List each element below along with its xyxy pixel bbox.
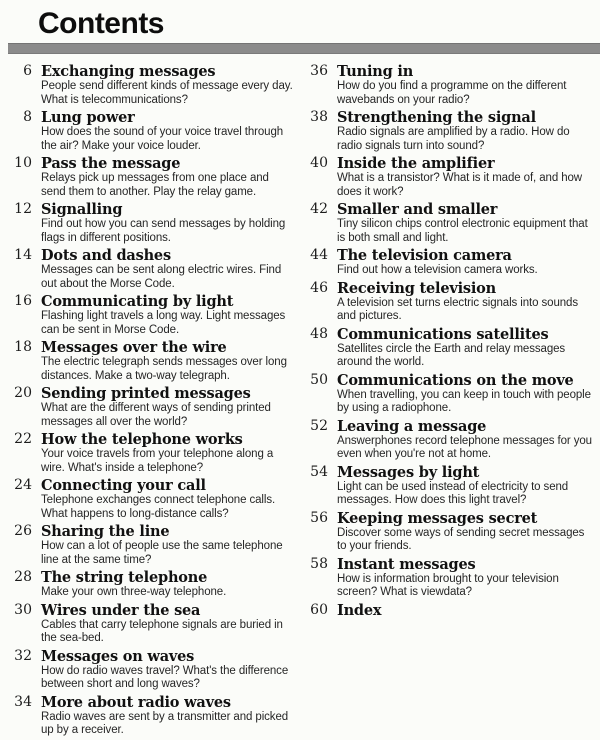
entry-page-number: 36 [310, 63, 328, 79]
entry-title: More about radio waves [41, 693, 231, 711]
entry-title: The television camera [337, 247, 512, 264]
entry-title: Sharing the line [41, 523, 170, 540]
entry-title: Leaving a message [337, 417, 487, 435]
entry-page-number: 50 [310, 371, 328, 388]
entry-description: What is a transistor? What is it made of, and how does it work? [337, 172, 583, 198]
entry-page-number: 24 [14, 477, 32, 493]
toc-entry [8, 431, 296, 475]
entry-body [337, 464, 592, 508]
entry-page-number: 16 [14, 293, 32, 309]
entry-description: What are the different ways of sending printed messages all over the world? [41, 402, 271, 428]
entry-page-number: 46 [310, 279, 328, 296]
entry-body [337, 63, 592, 107]
entry-description: Flashing light travels a long way. Light messages can be sent in Morse Code. [41, 310, 286, 336]
entry-title: Sending printed messages [41, 385, 251, 402]
entry-description: Relays pick up messages from one place and send them to another. Play the relay game. [41, 172, 269, 198]
toc-entry [8, 385, 296, 429]
entry-page-number: 48 [310, 325, 328, 342]
entry-description: How can a lot of people use the same telephone line at the same time? [41, 540, 283, 566]
entry-body [41, 155, 296, 199]
entry-body [41, 431, 296, 475]
entry-page-number: 52 [310, 417, 328, 434]
toc-entry [8, 602, 296, 646]
toc-column-left [8, 63, 296, 740]
toc-entry [8, 523, 296, 567]
entry-description: How do radio waves travel? What's the difference between short and long waves? [41, 664, 289, 690]
entry-body [337, 510, 592, 554]
entry-page-number: 34 [14, 693, 32, 710]
entry-title: Tuning in [337, 63, 414, 80]
entry-title: Strengthening the signal [337, 109, 536, 126]
entry-page-number: 20 [14, 385, 32, 401]
entry-body [41, 247, 296, 291]
entry-body [337, 280, 592, 324]
toc-entry [8, 63, 296, 107]
entry-title: Pass the message [41, 155, 181, 172]
entry-title: Receiving television [337, 279, 496, 297]
entry-title: Communications on the move [337, 371, 574, 389]
entry-description: Tiny silicon chips control electronic equipment that is both small and light. [337, 218, 588, 244]
entry-title: Connecting your call [41, 477, 206, 494]
toc-entry [304, 155, 592, 199]
entry-page-number: 32 [14, 647, 32, 664]
entry-title: Lung power [41, 109, 135, 126]
entry-page-number: 44 [310, 247, 328, 263]
toc-entry [8, 569, 296, 600]
toc-entry [304, 602, 592, 619]
entry-title: Messages on waves [41, 647, 195, 665]
entry-body [41, 602, 296, 646]
entry-description: Satellites circle the Earth and relay messages around the world. [337, 342, 566, 368]
entry-body [337, 418, 592, 462]
entry-page-number: 30 [14, 601, 32, 618]
toc-entry [304, 326, 592, 370]
entry-page-number: 22 [14, 431, 32, 447]
toc-entry [304, 556, 592, 600]
entry-title: Inside the amplifier [337, 155, 495, 172]
toc-entry [304, 109, 592, 153]
toc-entry [304, 247, 592, 278]
entry-title: Keeping messages secret [337, 509, 538, 527]
entry-description: Radio signals are amplified by a radio. How do radio signals turn into sound? [337, 126, 570, 152]
entry-body [41, 109, 296, 153]
entry-page-number: 28 [14, 569, 32, 585]
entry-body [41, 293, 296, 337]
entry-title: Instant messages [337, 555, 476, 573]
entry-title: Communicating by light [41, 293, 234, 310]
entry-page-number: 26 [14, 523, 32, 539]
entry-body [41, 694, 296, 738]
entry-description: Your voice travels from your telephone along a wire. What's inside a telephone? [41, 448, 274, 474]
entry-body [41, 63, 296, 107]
entry-body [41, 201, 296, 245]
entry-body [41, 477, 296, 521]
toc-entry [304, 372, 592, 416]
entry-title: Wires under the sea [41, 601, 201, 619]
entry-title: Dots and dashes [41, 247, 171, 264]
entry-body [41, 339, 296, 383]
entry-body [337, 247, 592, 278]
entry-description: A television set turns electric signals into sounds and pictures. [337, 296, 578, 322]
entry-body [41, 523, 296, 567]
toc-entry [8, 648, 296, 692]
entry-description: Discover some ways of sending secret messages to your friends. [337, 526, 585, 552]
entry-title: Messages by light [337, 463, 480, 481]
toc-entry [8, 247, 296, 291]
entry-page-number: 8 [23, 109, 32, 125]
toc-entry [8, 477, 296, 521]
entry-page-number: 58 [310, 555, 328, 572]
entry-description: Cables that carry telephone signals are buried in the sea-bed. [41, 618, 283, 644]
toc-entry [304, 418, 592, 462]
entry-title: Index [337, 601, 382, 619]
entry-description: Telephone exchanges connect telephone calls. What happens to long-distance calls? [41, 494, 276, 520]
entry-description: The electric telegraph sends messages over long distances. Make a two-way telegraph. [41, 356, 287, 382]
entry-description: People send different kinds of message every day. What is telecommunications? [41, 80, 293, 106]
entry-body [41, 385, 296, 429]
toc-column-right [304, 63, 592, 740]
entry-description: How does the sound of your voice travel through the air? Make your voice louder. [41, 126, 284, 152]
entry-title: Signalling [41, 201, 123, 218]
entry-body [337, 326, 592, 370]
entry-description: Light can be used instead of electricity to send messages. How does this light travel? [337, 480, 569, 506]
entry-body [337, 602, 592, 619]
entry-page-number: 12 [14, 201, 32, 217]
divider-bar [8, 43, 600, 54]
entry-title: The string telephone [41, 569, 208, 586]
entry-page-number: 42 [310, 201, 328, 217]
entry-title: How the telephone works [41, 431, 243, 448]
toc-entry [8, 694, 296, 738]
toc-entry [304, 201, 592, 245]
entry-description: Find out how a television camera works. [337, 264, 538, 276]
toc-entry [8, 109, 296, 153]
page-title: Contents [38, 7, 164, 40]
entry-description: Make your own three-way telephone. [41, 586, 227, 598]
entry-body [41, 569, 296, 600]
entry-page-number: 54 [310, 463, 328, 480]
entry-title: Communications satellites [337, 325, 549, 343]
entry-body [337, 372, 592, 416]
entry-page-number: 40 [310, 155, 328, 171]
entry-page-number: 10 [14, 155, 32, 171]
toc-entry [8, 155, 296, 199]
entry-description: How is information brought to your television screen? What is viewdata? [337, 572, 559, 598]
entry-description: Answerphones record telephone messages for you even when you're not at home. [337, 434, 592, 460]
entry-page-number: 56 [310, 509, 328, 526]
entry-description: Radio waves are sent by a transmitter and picked up by a receiver. [41, 710, 289, 736]
entry-body [337, 155, 592, 199]
toc-entry [8, 339, 296, 383]
entry-body [41, 648, 296, 692]
toc-entry [304, 510, 592, 554]
toc-entry [8, 201, 296, 245]
entry-title: Messages over the wire [41, 339, 227, 356]
toc-entry [8, 293, 296, 337]
entry-page-number: 60 [310, 601, 328, 618]
toc-entry [304, 280, 592, 324]
entry-page-number: 6 [23, 63, 32, 79]
entry-page-number: 14 [14, 247, 32, 263]
toc-entry [304, 464, 592, 508]
entry-description: Find out how you can send messages by holding flags in different positions. [41, 218, 286, 244]
entry-page-number: 38 [310, 109, 328, 125]
entry-title: Exchanging messages [41, 63, 216, 80]
entry-body [337, 556, 592, 600]
entry-body [337, 109, 592, 153]
entry-description: Messages can be sent along electric wires. Find out about the Morse Code. [41, 264, 282, 290]
entry-description: When travelling, you can keep in touch with people by using a radiophone. [337, 388, 591, 414]
toc-entry [304, 63, 592, 107]
entry-page-number: 18 [14, 339, 32, 355]
entry-description: How do you find a programme on the different wavebands on your radio? [337, 80, 567, 106]
entry-body [337, 201, 592, 245]
toc-columns [0, 54, 600, 740]
entry-title: Smaller and smaller [337, 201, 498, 218]
